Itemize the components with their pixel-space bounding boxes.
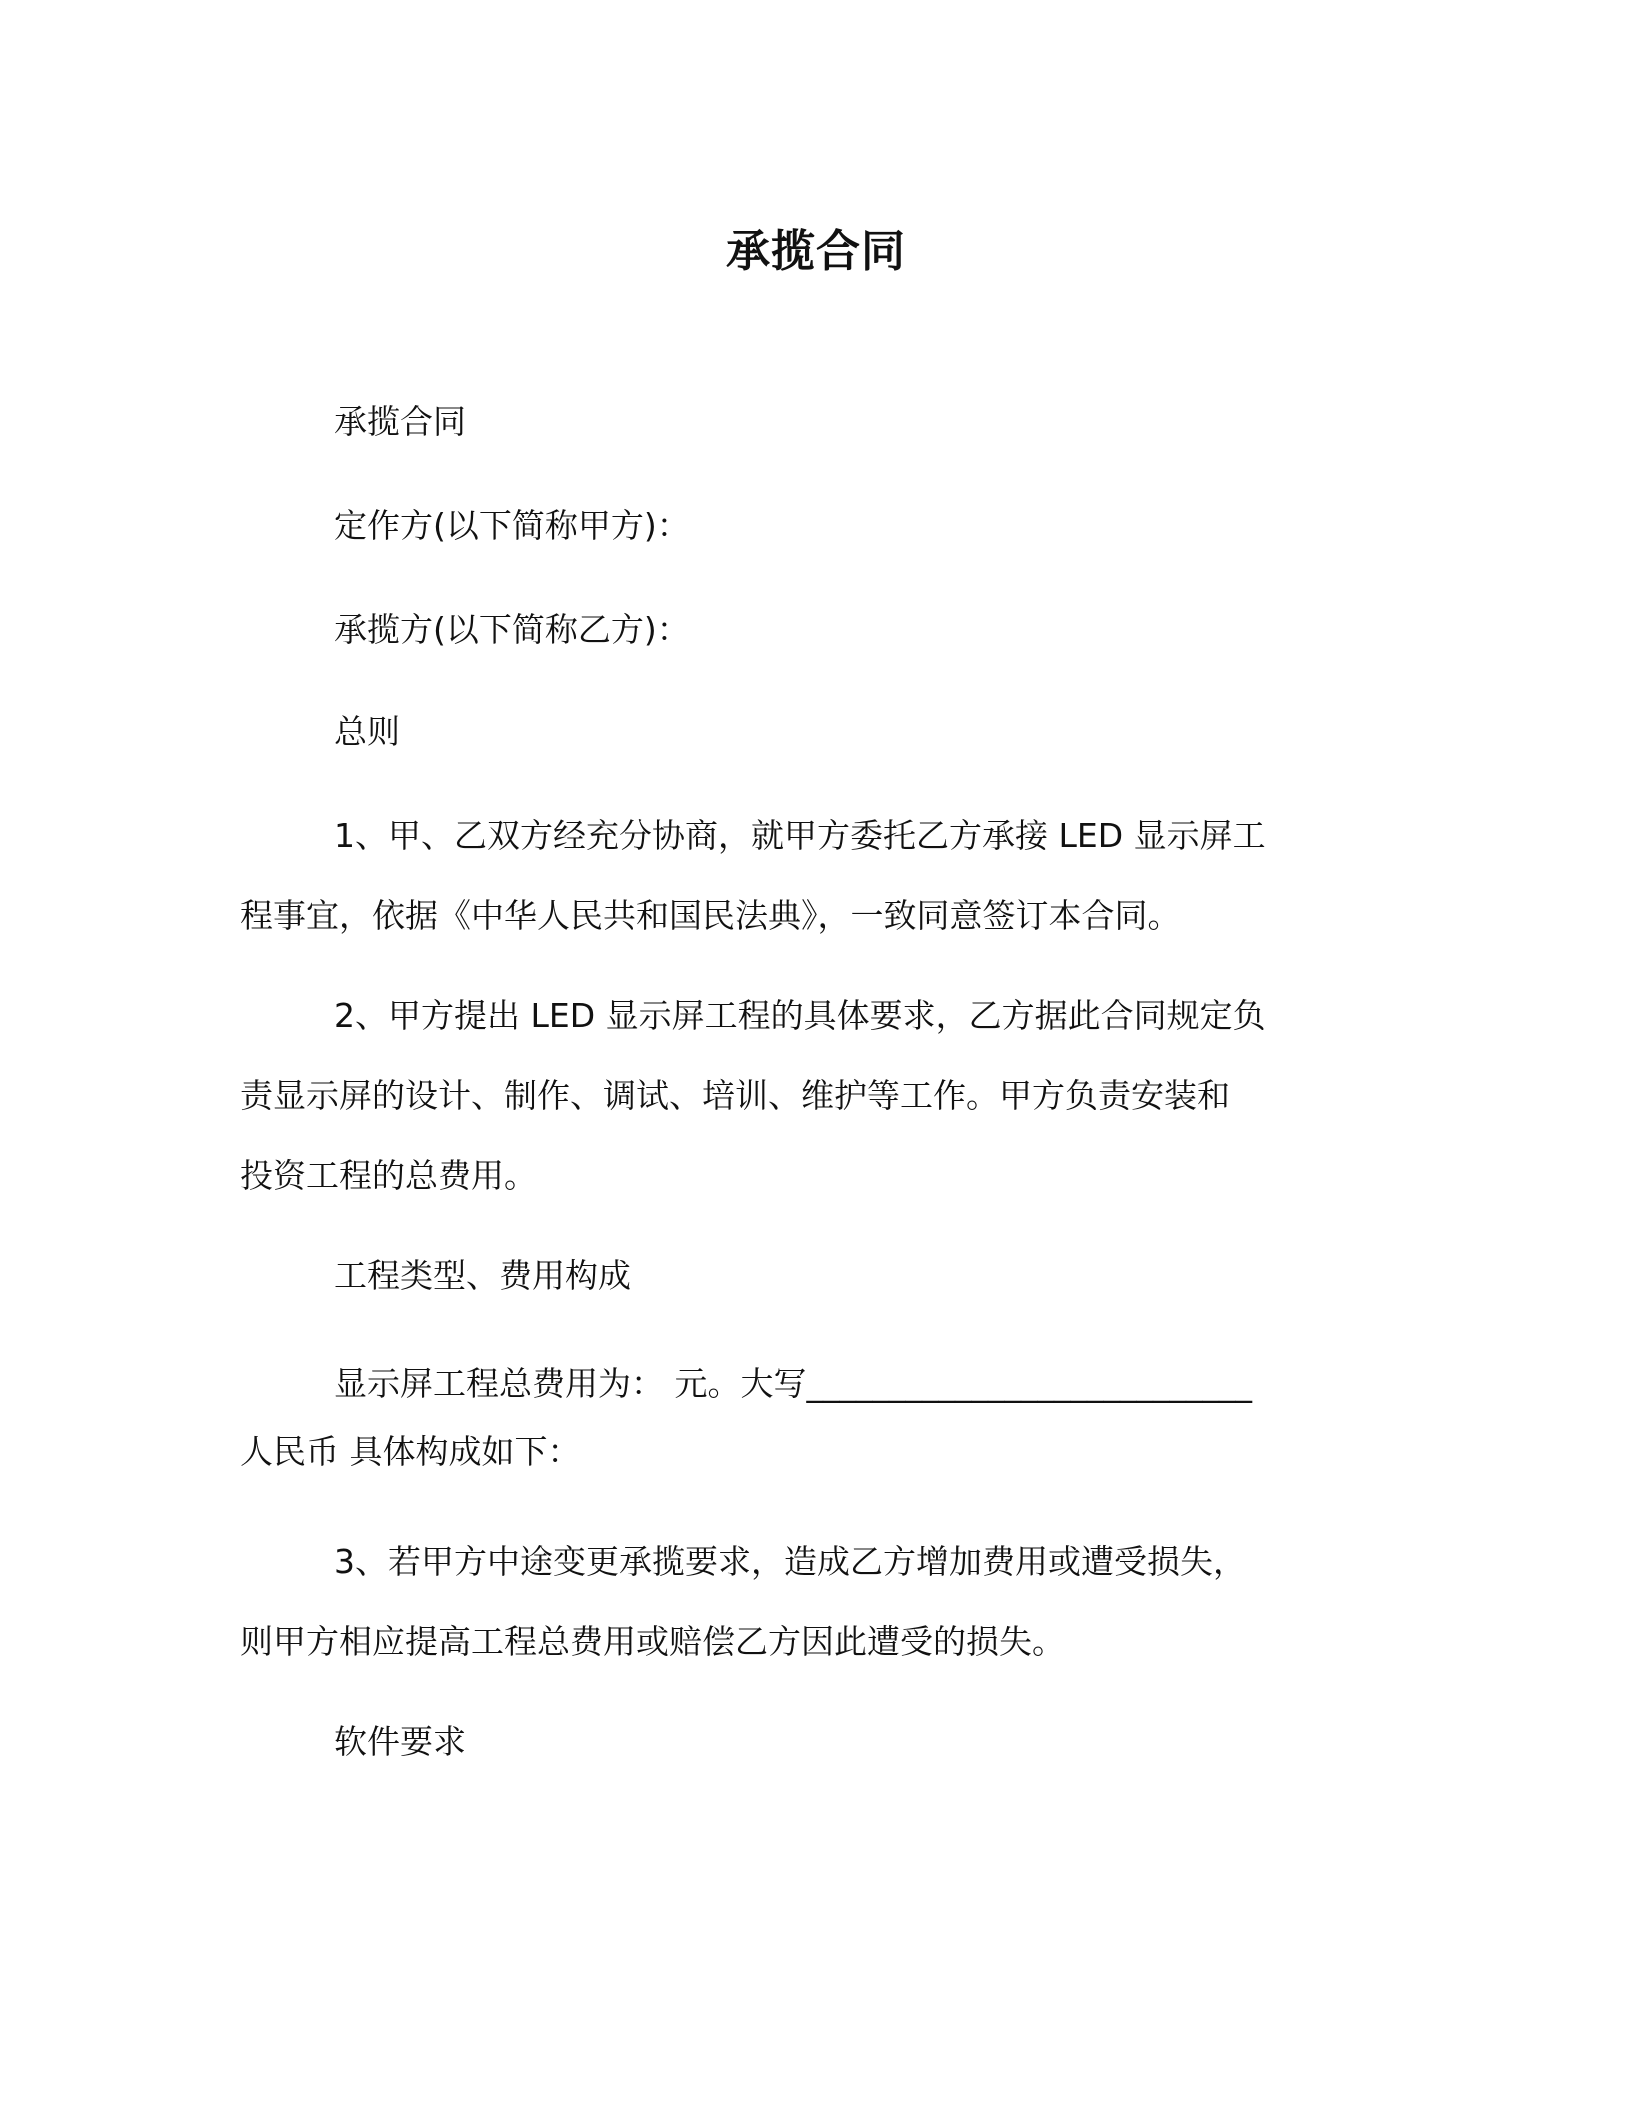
paragraph-line: 人民币 具体构成如下： [240, 1432, 581, 1471]
paragraph-line: 显示屏工程总费用为： 元。大写___________________________ [334, 1364, 1252, 1403]
section-heading-general [240, 692, 1390, 772]
clause-2 [240, 976, 1390, 1216]
paragraph-line: 责显示屏的设计、制作、调试、培训、维护等工作。甲方负责安装和 [240, 1076, 1230, 1115]
document-title: 承揽合同 [726, 226, 906, 277]
paragraph-total-cost [240, 1344, 1390, 1492]
section-heading-cost [240, 1236, 1390, 1316]
paragraph-party-a [240, 486, 1390, 566]
paragraph-line: 2、甲方提出 LED 显示屏工程的具体要求，乙方据此合同规定负 [334, 996, 1266, 1035]
paragraph-contract-heading [240, 382, 1390, 462]
paragraph-line: 1、甲、乙双方经充分协商，就甲方委托乙方承接 LED 显示屏工 [334, 816, 1266, 855]
paragraph-line: 软件要求 [334, 1722, 466, 1761]
clause-1 [240, 796, 1390, 956]
paragraph-line: 工程类型、费用构成 [334, 1256, 631, 1295]
paragraph-line: 总则 [334, 712, 400, 751]
paragraph-line: 承揽合同 [334, 402, 466, 441]
paragraph-line: 承揽方(以下简称乙方)： [334, 610, 690, 649]
paragraph-line: 程事宜，依据《中华人民共和国民法典》，一致同意签订本合同。 [240, 896, 1181, 935]
paragraph-line: 3、若甲方中途变更承揽要求，造成乙方增加费用或遭受损失， [334, 1542, 1246, 1581]
paragraph-line: 定作方(以下简称甲方)： [334, 506, 690, 545]
paragraph-line: 则甲方相应提高工程总费用或赔偿乙方因此遭受的损失。 [240, 1622, 1065, 1661]
paragraph-line: 投资工程的总费用。 [240, 1156, 537, 1195]
clause-3 [240, 1522, 1390, 1682]
section-heading-software [240, 1702, 1390, 1782]
paragraph-party-b [240, 590, 1390, 670]
